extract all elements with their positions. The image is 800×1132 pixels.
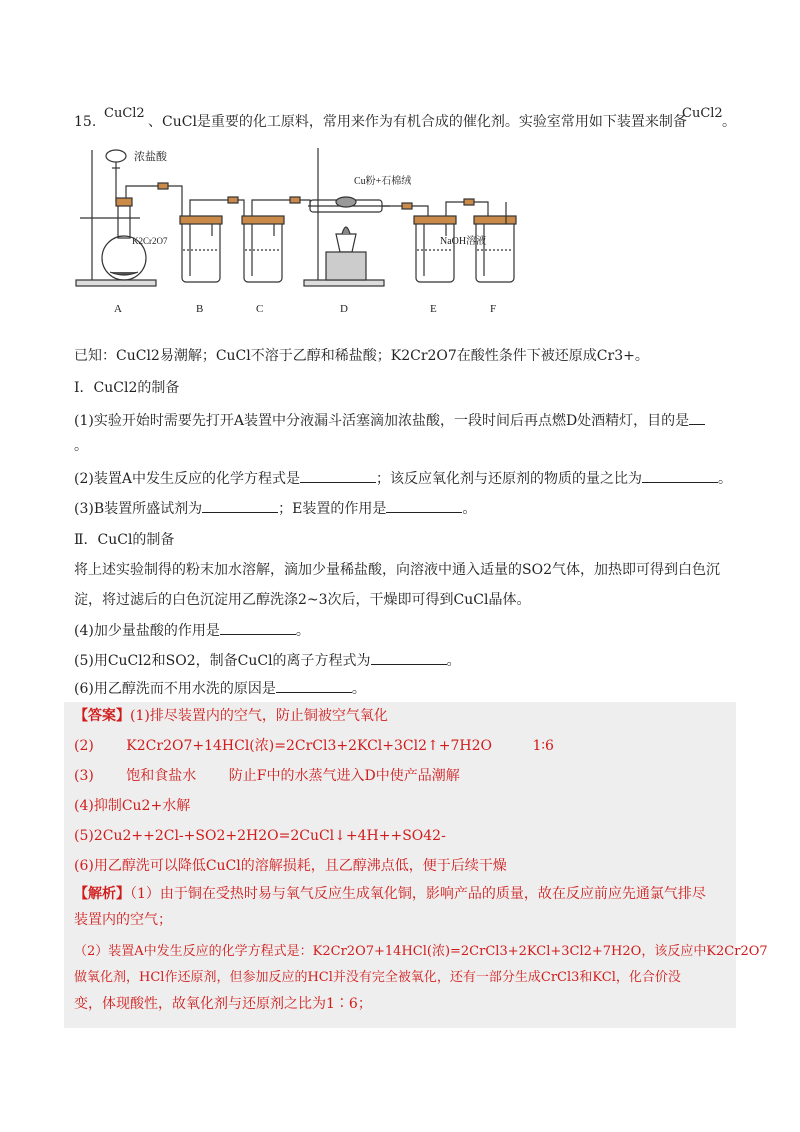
answer-2-label: (2) (74, 738, 94, 754)
analysis-2-line1: （2）装置A中发生反应的化学方程式是：K2Cr2O7+14HCl(浓)=2CrCl3+2KCl+3Cl2+7H2O，该反应中K2Cr2O7 (74, 944, 768, 959)
q6-blank[interactable] (276, 678, 352, 693)
q5-text2: 。 (446, 653, 461, 669)
q5-text1: (5)用CuCl2和SO2，制备CuCl的离子方程式为 (74, 653, 371, 669)
answer-1 (74, 706, 388, 726)
q2-text1: (2)装置A中发生反应的化学方程式是 (74, 471, 300, 487)
analysis-1-text: （1）由于铜在受热时易与氧气反应生成氧化铜，影响产品的质量，故在反应前应先通氯气排尽 (130, 886, 706, 902)
q4-text2: 。 (295, 623, 310, 639)
answer-3-reagent: 饱和食盐水 (126, 768, 197, 784)
q3-text3: 。 (462, 501, 477, 517)
para-line1: 将上述实验制得的粉末加水溶解，滴加少量稀盐酸，向溶液中通入适量的SO2气体，加热即可得到白色沉 (74, 562, 720, 578)
known-info: 已知：CuCl2易潮解；CuCl不溶于乙醇和稀盐酸；K2Cr2O7在酸性条件下被还原成Cr3+。 (74, 348, 649, 364)
q2-blank-equation[interactable] (300, 468, 376, 483)
q3-text1: (3)B装置所盛试剂为 (74, 501, 203, 517)
q2 (74, 468, 732, 489)
analysis-tag: 【解析】 (74, 886, 130, 902)
answer-5: (5)2Cu2++2Cl-+SO2+2H2O=2CuCl↓+4H++SO42- (74, 828, 446, 844)
q4-blank[interactable] (220, 620, 296, 635)
q3-blank-purpose[interactable] (386, 498, 462, 513)
q4 (74, 620, 310, 641)
question-intro: 、CuCl是重要的化工原料，常用来作为有机合成的催化剂。实验室常用如下装置来制备 (148, 114, 687, 130)
q2-text3: 。 (717, 471, 732, 487)
answer-3-label: (3) (74, 768, 94, 784)
formula-cucl2-left: CuCl2 (104, 106, 145, 121)
q3-blank-reagent[interactable] (202, 498, 278, 513)
label-k2cr2o7: K2Cr2O7 (132, 236, 168, 246)
answer-3 (74, 766, 460, 786)
label-naoh: NaOH溶液 (440, 236, 487, 247)
q5 (74, 650, 461, 671)
label-B: B (196, 303, 204, 315)
answer-3-purpose: 防止F中的水蒸气进入D中使产品潮解 (228, 768, 460, 784)
q1-line2: 。 (74, 438, 88, 454)
section-1-title: Ⅰ．CuCl2的制备 (74, 380, 180, 396)
q3 (74, 498, 476, 519)
label-A: A (114, 303, 122, 315)
label-E: E (430, 303, 437, 315)
q6 (74, 678, 366, 699)
label-cu-fiber: Cu粉+石棉绒 (354, 176, 412, 187)
analysis-1-line1 (74, 884, 706, 904)
label-conc-hcl: 浓盐酸 (134, 151, 167, 163)
para-line2: 淀，将过滤后的白色沉淀用乙醇洗涤2~3次后，干燥即可得到CuCl晶体。 (74, 592, 531, 608)
section-2-title: Ⅱ．CuCl的制备 (74, 532, 175, 548)
q4-text1: (4)加少量盐酸的作用是 (74, 623, 220, 639)
q2-text2: ；该反应氧化剂与还原剂的物质的量之比为 (375, 471, 642, 487)
question-number: 15. (74, 114, 97, 130)
label-D: D (340, 303, 348, 315)
q1-line1 (74, 410, 705, 431)
answer-1-text: (1)排尽装置内的空气，防止铜被空气氧化 (130, 708, 388, 724)
answer-6: (6)用乙醇洗可以降低CuCl的溶解损耗，且乙醇沸点低，便于后续干燥 (74, 858, 507, 874)
answer-2-equation: K2Cr2O7+14HCl(浓)=2CrCl3+2KCl+3Cl2↑+7H2O (126, 738, 492, 754)
question-end: 。 (722, 114, 736, 130)
q6-text2: 。 (351, 681, 366, 697)
label-F: F (490, 303, 497, 315)
q1-text: (1)实验开始时需要先打开A装置中分液漏斗活塞滴加浓盐酸，一段时间后再点燃D处酒精灯，目的是 (74, 413, 690, 429)
analysis-2-line2: 做氧化剂，HCl作还原剂，但参加反应的HCl并没有完全被氧化，还有一部分生成CrCl3和KCl，化合价没 (74, 970, 681, 985)
answer-2-ratio: 1∶6 (532, 738, 554, 754)
q1-blank[interactable] (689, 410, 705, 425)
q2-blank-ratio[interactable] (642, 468, 718, 483)
analysis-1-line2: 装置内的空气； (74, 912, 172, 928)
answer-4: (4)抑制Cu2+水解 (74, 798, 191, 814)
apparatus-diagram (70, 140, 520, 320)
answer-tag: 【答案】 (74, 708, 130, 724)
answer-2 (74, 736, 554, 756)
analysis-2-line3: 变，体现酸性，故氧化剂与还原剂之比为1∶6； (74, 996, 372, 1012)
q5-blank[interactable] (371, 650, 447, 665)
label-C: C (256, 303, 264, 315)
q3-text2: ；E装置的作用是 (278, 501, 387, 517)
formula-cucl2-right: CuCl2 (682, 106, 723, 121)
q6-text1: (6)用乙醇洗而不用水洗的原因是 (74, 681, 276, 697)
